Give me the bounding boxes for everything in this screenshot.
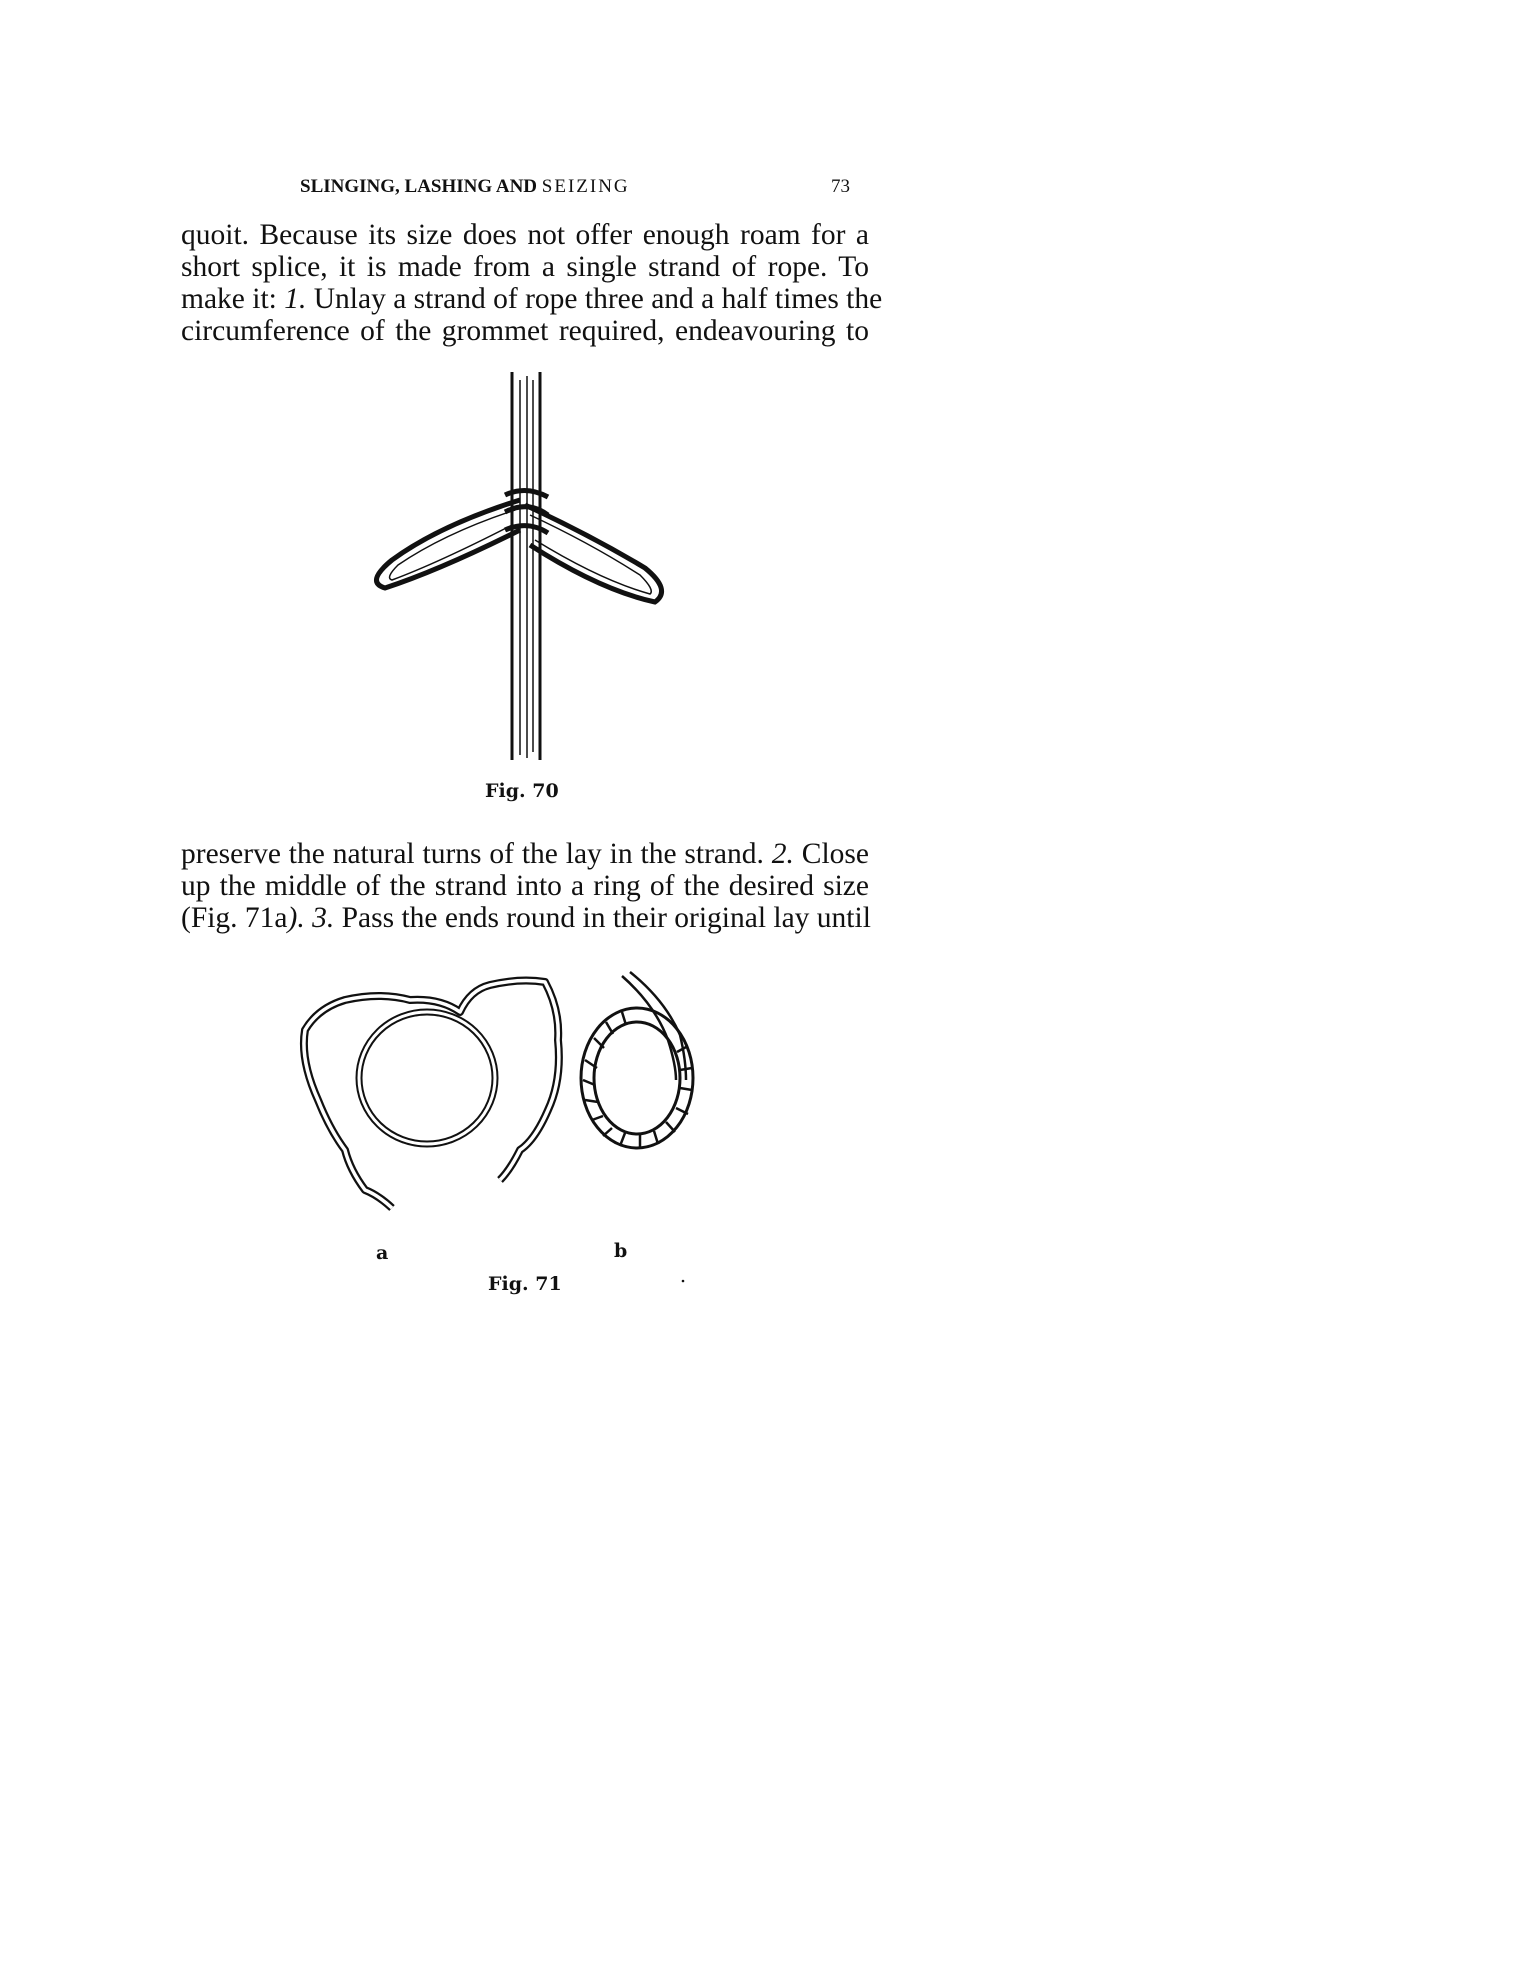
text: (Fig. 71a: [181, 902, 288, 934]
step-number: 2.: [771, 838, 794, 870]
text: make it:: [181, 283, 285, 315]
text: Pass the ends round in their original lay until: [334, 902, 871, 934]
figure-71-caption: Fig. 71: [488, 1273, 562, 1295]
text: up the middle of the strand into a ring of the desired size: [181, 870, 869, 902]
text: short splice, it is made from a single strand of rope. To: [181, 251, 869, 283]
text: ).: [287, 902, 305, 934]
text: circumference of the grommet required, endeavouring to: [181, 315, 869, 347]
text: Unlay a strand of rope three and a half times the: [306, 283, 883, 315]
figure-71-label-a: a: [376, 1242, 389, 1264]
header-title-regular: SEIZING: [541, 176, 630, 197]
step-number: 1.: [284, 283, 307, 315]
figure-70-caption: Fig. 70: [485, 780, 559, 802]
text: quoit. Because its size does not offer enough roam for a: [181, 219, 869, 251]
page-number: 73: [831, 176, 850, 197]
figure-71-label-b: b: [614, 1240, 628, 1262]
header-title-bold: SLINGING, LASHING AND: [300, 176, 538, 197]
step-number: 3.: [312, 902, 335, 934]
text: preserve the natural turns of the lay in the strand.: [181, 838, 772, 870]
stray-dot: [682, 1280, 685, 1283]
text: Close: [793, 838, 869, 870]
